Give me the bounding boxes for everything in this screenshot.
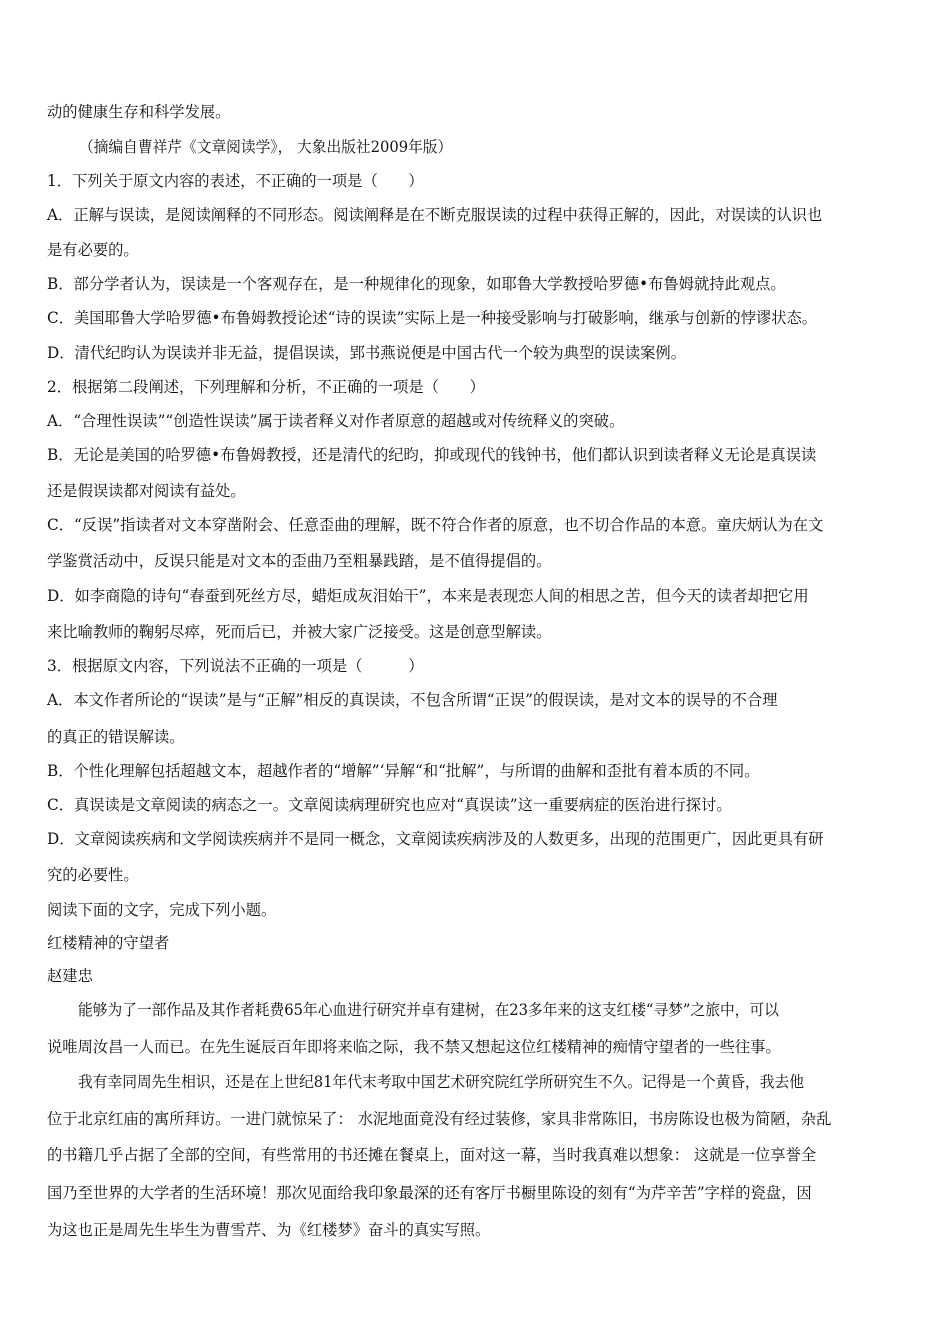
- article-paragraph-2-cont: 国乃至世界的大学者的生活环境！那次见面给我印象最深的还有客厅书橱里陈设的刻有“为芹辛苦”字样的瓷盘，因: [47, 1184, 812, 1202]
- question-1-option-c: C．美国耶鲁大学哈罗德•布鲁姆教授论述“诗的误读”实际上是一种接受影响与打破影响，继承与创新的悖谬状态。: [47, 309, 818, 327]
- reading-instruction: 阅读下面的文字，完成下列小题。: [47, 901, 277, 919]
- question-3-option-d: D．文章阅读疾病和文学阅读疾病并不是同一概念，文章阅读疾病涉及的人数更多，出现的范围更广，因此更具有研: [47, 830, 824, 848]
- question-1-option-a: A．正解与误读，是阅读阐释的不同形态。阅读阐释是在不断克服误读的过程中获得正解的，因此，对误读的认识也: [47, 206, 823, 224]
- question-3-option-a: A．本文作者所论的“误读”是与“正解”相反的真误读，不包含所谓“正误”的假误读，是对文本的误导的不合理: [47, 691, 778, 709]
- question-1-stem: 1．下列关于原文内容的表述，不正确的一项是（ ）: [47, 172, 424, 190]
- article-title: 红楼精神的守望者: [47, 934, 170, 952]
- question-2-option-d: D．如李商隐的诗句“春蚕到死丝方尽，蜡炬成灰泪始干”，本来是表现恋人间的相思之苦，但今天的读者却把它用: [47, 587, 809, 605]
- article-paragraph-2: 我有幸同周先生相识，还是在上世纪81年代末考取中国艺术研究院红学所研究生不久。记得是一个黄昏，我去他: [78, 1073, 805, 1091]
- passage-line: 动的健康生存和科学发展。: [47, 103, 231, 121]
- article-author: 赵建忠: [47, 967, 93, 985]
- article-paragraph-2-cont: 位于北京红庙的寓所拜访。一进门就惊呆了： 水泥地面竟没有经过装修，家具非常陈旧，书房陈设也极为简陋，杂乱: [47, 1110, 832, 1128]
- article-paragraph-1-cont: 说唯周汝昌一人而已。在先生诞辰百年即将来临之际，我不禁又想起这位红楼精神的痴情守望者的一些往事。: [47, 1038, 781, 1056]
- question-1-option-b: B．部分学者认为，误读是一个客观存在，是一种规律化的现象，如耶鲁大学教授哈罗德•布鲁姆就持此观点。: [47, 275, 786, 293]
- question-1-option-a-cont: 是有必要的。: [47, 241, 139, 259]
- question-2-stem: 2．根据第二段阐述，下列理解和分析，不正确的一项是（ ）: [47, 378, 485, 396]
- question-3-option-c: C．真误读是文章阅读的病态之一。文章阅读病理研究也应对“真误读”这一重要病症的医治进行探讨。: [47, 796, 732, 814]
- question-3-option-d-cont: 究的必要性。: [47, 866, 139, 884]
- question-2-option-d-cont: 来比喻教师的鞠躬尽瘁，死而后已，并被大家广泛接受。这是创意型解读。: [47, 623, 552, 641]
- article-paragraph-1: 能够为了一部作品及其作者耗费65年心血进行研究并卓有建树，在23多年来的这支红楼“寻梦”之旅中，可以: [78, 1001, 779, 1019]
- question-2-option-b: B．无论是美国的哈罗德•布鲁姆教授，还是清代的纪昀，抑或现代的钱钟书，他们都认识到读者释义无论是真误读: [47, 446, 817, 464]
- article-paragraph-2-cont: 为这也正是周先生毕生为曹雪芹、为《红楼梦》奋斗的真实写照。: [47, 1221, 491, 1239]
- question-2-option-c: C．“反误”指读者对文本穿凿附会、任意歪曲的理解，既不符合作者的原意，也不切合作品的本意。童庆炳认为在文: [47, 516, 824, 534]
- question-2-option-b-cont: 还是假误读都对阅读有益处。: [47, 482, 246, 500]
- source-citation: （摘编自曹祥芹《文章阅读学》， 大象出版社2009年版）: [79, 138, 453, 156]
- article-paragraph-2-cont: 的书籍几乎占据了全部的空间，有些常用的书还摊在餐桌上，面对这一幕，当时我真难以想象： 这就是一位享誉全: [47, 1146, 817, 1164]
- question-1-option-d: D．清代纪昀认为误读并非无益，提倡误读，郢书燕说便是中国古代一个较为典型的误读案例。: [47, 344, 686, 362]
- question-2-option-c-cont: 学鉴赏活动中，反误只能是对文本的歪曲乃至粗暴践踏，是不值得提倡的。: [47, 552, 552, 570]
- question-3-option-b: B．个性化理解包括超越文本，超越作者的“增解”‘异解“和“批解”，与所谓的曲解和歪批有着本质的不同。: [47, 762, 760, 780]
- question-3-stem: 3．根据原文内容，下列说法不正确的一项是（ ）: [47, 657, 424, 675]
- question-3-option-a-cont: 的真正的错误解读。: [47, 728, 185, 746]
- question-2-option-a: A．“合理性误读”“创造性误读”属于读者释义对作者原意的超越或对传统释义的突破。: [47, 412, 625, 430]
